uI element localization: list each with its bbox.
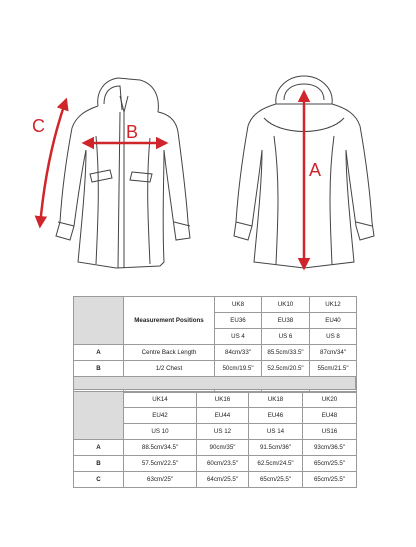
value-cell: 63cm/25" [124,472,197,488]
label-c: C [32,116,45,136]
table-row [74,456,357,472]
table-row [74,392,357,408]
value-cell: 87cm/34" [310,345,357,361]
row-code: B [74,361,124,377]
row-code: A [74,440,124,456]
label-b: B [126,122,139,142]
value-cell: 55cm/21.5" [310,361,357,377]
value-cell: 60cm/23.5" [197,456,249,472]
table-row [74,361,357,377]
size-cell: US 4 [215,329,262,345]
size-cell: UK8 [215,297,262,313]
value-cell: 88.5cm/34.5" [124,440,197,456]
row-name: 1/2 Chest [124,361,215,377]
size-cell: US16 [303,424,357,440]
table-row [74,440,357,456]
size-cell: US 6 [262,329,310,345]
size-cell: EU44 [197,408,249,424]
value-cell: 50cm/19.5" [215,361,262,377]
row-code: C [74,472,124,488]
table-row [74,472,357,488]
size-cell: EU48 [303,408,357,424]
size-chart-table-2 [73,391,357,488]
table-row [74,345,357,361]
size-cell: UK14 [124,392,197,408]
table-row [74,297,357,313]
value-cell: 90cm/35" [197,440,249,456]
empty-cell [74,392,124,440]
coat-front-drawing [56,78,190,268]
value-cell: 65cm/25.5" [249,472,303,488]
size-cell: EU38 [262,313,310,329]
row-code: B [74,456,124,472]
value-cell: 91.5cm/36" [249,440,303,456]
size-cell: US 10 [124,424,197,440]
value-cell: 52.5cm/20.5" [262,361,310,377]
row-code: A [74,345,124,361]
size-cell: EU36 [215,313,262,329]
value-cell: 84cm/33" [215,345,262,361]
size-cell: EU40 [310,313,357,329]
table-divider [73,376,356,390]
empty-cell [74,297,124,345]
size-cell: UK16 [197,392,249,408]
size-cell: US 8 [310,329,357,345]
size-cell: UK20 [303,392,357,408]
value-cell: 57.5cm/22.5" [124,456,197,472]
measurement-positions-header: Measurement Positions [124,297,215,345]
size-cell: US 14 [249,424,303,440]
size-cell: UK10 [262,297,310,313]
value-cell: 65cm/25.5" [303,456,357,472]
value-cell: 85.5cm/33.5" [262,345,310,361]
size-cell: US 12 [197,424,249,440]
value-cell: 62.5cm/24.5" [249,456,303,472]
value-cell: 93cm/36.5" [303,440,357,456]
size-cell: UK12 [310,297,357,313]
size-cell: EU46 [249,408,303,424]
size-cell: UK18 [249,392,303,408]
value-cell: 65cm/25.5" [303,472,357,488]
row-name: Centre Back Length [124,345,215,361]
size-cell: EU42 [124,408,197,424]
value-cell: 64cm/25.5" [197,472,249,488]
label-a: A [309,160,322,180]
